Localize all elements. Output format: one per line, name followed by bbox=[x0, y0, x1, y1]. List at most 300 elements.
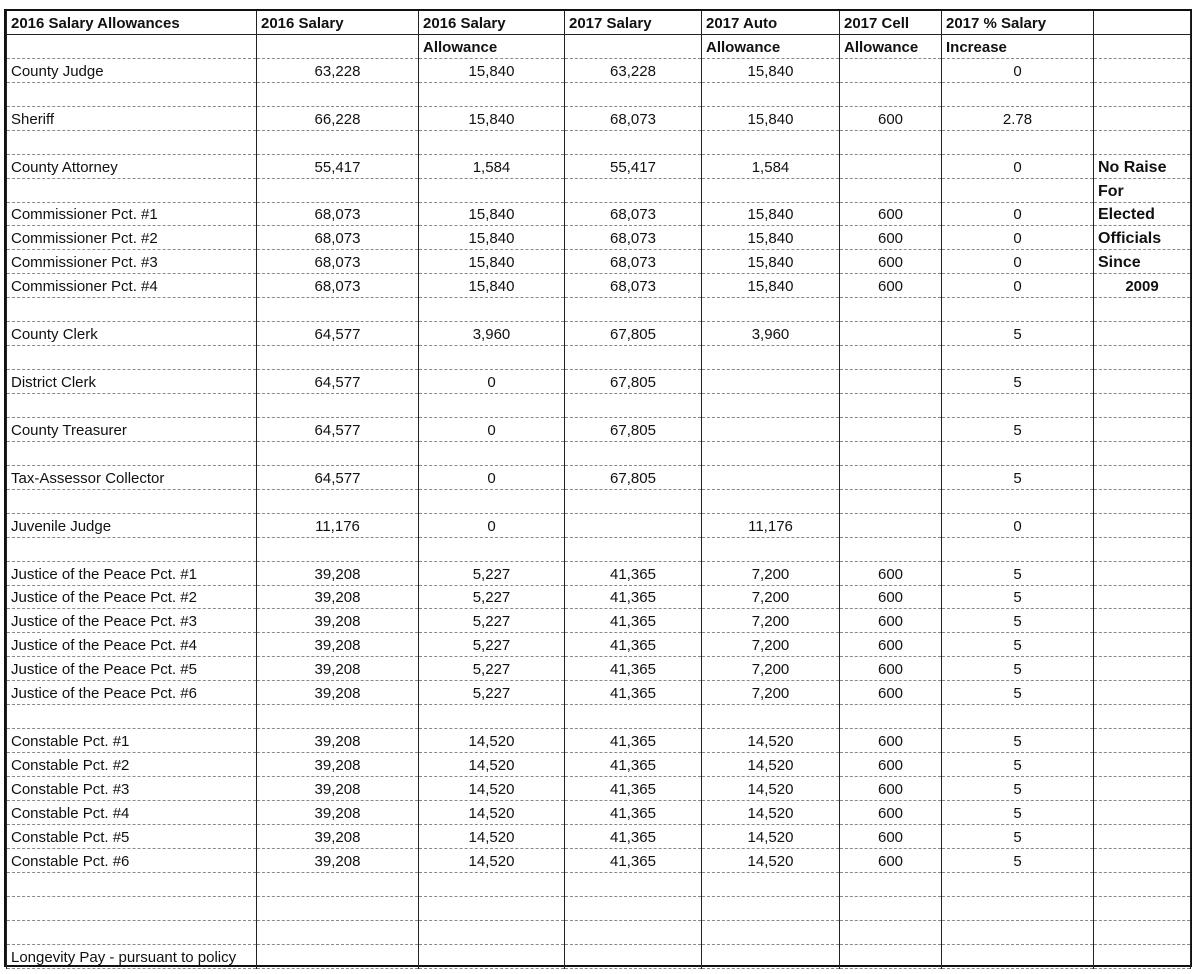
cell-allowance-2017-cell bbox=[840, 920, 942, 944]
salary-increase-cell: 5 bbox=[942, 729, 1094, 753]
cell-allowance-2017-cell: 600 bbox=[840, 274, 942, 298]
salary-increase-cell: 0 bbox=[942, 250, 1094, 274]
header-cell: 2017 Salary bbox=[565, 11, 702, 34]
salary-2017-cell bbox=[565, 346, 702, 370]
auto-allowance-2017-cell: 15,840 bbox=[702, 106, 840, 130]
position-cell: Justice of the Peace Pct. #3 bbox=[7, 609, 257, 633]
header-cell bbox=[1094, 34, 1191, 58]
auto-allowance-2017-cell: 15,840 bbox=[702, 250, 840, 274]
blank-row bbox=[7, 130, 1191, 154]
header-cell bbox=[565, 34, 702, 58]
position-cell: Justice of the Peace Pct. #1 bbox=[7, 561, 257, 585]
cell-allowance-2017-cell bbox=[840, 944, 942, 968]
allowance-2016-cell: 14,520 bbox=[419, 777, 565, 801]
table-row bbox=[7, 800, 1191, 824]
allowance-2016-cell bbox=[419, 944, 565, 968]
note-cell: No Raise bbox=[1094, 154, 1191, 178]
auto-allowance-2017-cell bbox=[702, 441, 840, 465]
cell-allowance-2017-cell bbox=[840, 465, 942, 489]
note-cell bbox=[1094, 322, 1191, 346]
position-cell bbox=[7, 346, 257, 370]
salary-increase-cell bbox=[942, 178, 1094, 202]
salary-2017-cell: 68,073 bbox=[565, 250, 702, 274]
salary-2016-cell: 68,073 bbox=[257, 202, 419, 226]
salary-increase-cell bbox=[942, 944, 1094, 968]
salary-2016-cell bbox=[257, 896, 419, 920]
blank-row bbox=[7, 394, 1191, 418]
auto-allowance-2017-cell bbox=[702, 130, 840, 154]
position-cell: Commissioner Pct. #1 bbox=[7, 202, 257, 226]
table-row bbox=[7, 154, 1191, 178]
auto-allowance-2017-cell: 7,200 bbox=[702, 561, 840, 585]
auto-allowance-2017-cell: 14,520 bbox=[702, 753, 840, 777]
auto-allowance-2017-cell bbox=[702, 896, 840, 920]
salary-increase-cell: 0 bbox=[942, 202, 1094, 226]
salary-2016-cell: 39,208 bbox=[257, 609, 419, 633]
salary-increase-cell: 0 bbox=[942, 274, 1094, 298]
blank-row bbox=[7, 489, 1191, 513]
allowance-2016-cell bbox=[419, 441, 565, 465]
position-cell: Justice of the Peace Pct. #6 bbox=[7, 681, 257, 705]
allowance-2016-cell: 3,960 bbox=[419, 322, 565, 346]
position-cell: Justice of the Peace Pct. #4 bbox=[7, 633, 257, 657]
salary-2017-cell: 67,805 bbox=[565, 322, 702, 346]
position-cell bbox=[7, 537, 257, 561]
allowance-2016-cell bbox=[419, 872, 565, 896]
allowance-2016-cell: 0 bbox=[419, 465, 565, 489]
auto-allowance-2017-cell bbox=[702, 920, 840, 944]
salary-increase-cell: 5 bbox=[942, 417, 1094, 441]
position-cell bbox=[7, 920, 257, 944]
table-row bbox=[7, 417, 1191, 441]
salary-increase-cell bbox=[942, 82, 1094, 106]
position-cell: Commissioner Pct. #2 bbox=[7, 226, 257, 250]
blank-row bbox=[7, 872, 1191, 896]
blank-row bbox=[7, 537, 1191, 561]
table-row bbox=[7, 58, 1191, 82]
salary-2017-cell: 68,073 bbox=[565, 226, 702, 250]
allowance-2016-cell: 15,840 bbox=[419, 226, 565, 250]
note-cell bbox=[1094, 633, 1191, 657]
cell-allowance-2017-cell: 600 bbox=[840, 777, 942, 801]
salary-increase-cell: 5 bbox=[942, 465, 1094, 489]
auto-allowance-2017-cell: 7,200 bbox=[702, 633, 840, 657]
salary-2017-cell: 68,073 bbox=[565, 106, 702, 130]
cell-allowance-2017-cell bbox=[840, 178, 942, 202]
note-cell bbox=[1094, 824, 1191, 848]
salary-2016-cell: 39,208 bbox=[257, 681, 419, 705]
salary-2016-cell: 39,208 bbox=[257, 729, 419, 753]
table-body bbox=[7, 11, 1191, 968]
auto-allowance-2017-cell: 1,584 bbox=[702, 154, 840, 178]
table-row bbox=[7, 609, 1191, 633]
salary-increase-cell: 5 bbox=[942, 681, 1094, 705]
salary-increase-cell: 5 bbox=[942, 370, 1094, 394]
salary-2017-cell: 41,365 bbox=[565, 585, 702, 609]
salary-2017-cell bbox=[565, 298, 702, 322]
cell-allowance-2017-cell: 600 bbox=[840, 609, 942, 633]
auto-allowance-2017-cell bbox=[702, 489, 840, 513]
cell-allowance-2017-cell bbox=[840, 58, 942, 82]
salary-2017-cell bbox=[565, 944, 702, 968]
salary-sheet bbox=[4, 9, 1192, 967]
salary-2016-cell: 39,208 bbox=[257, 657, 419, 681]
salary-increase-cell bbox=[942, 346, 1094, 370]
salary-2016-cell: 39,208 bbox=[257, 585, 419, 609]
salary-2017-cell: 41,365 bbox=[565, 657, 702, 681]
note-cell bbox=[1094, 896, 1191, 920]
note-cell bbox=[1094, 777, 1191, 801]
allowance-2016-cell bbox=[419, 920, 565, 944]
salary-2016-cell bbox=[257, 298, 419, 322]
salary-2017-cell bbox=[565, 513, 702, 537]
cell-allowance-2017-cell: 600 bbox=[840, 848, 942, 872]
salary-2016-cell: 63,228 bbox=[257, 58, 419, 82]
salary-2016-cell: 64,577 bbox=[257, 465, 419, 489]
blank-row bbox=[7, 178, 1191, 202]
cell-allowance-2017-cell: 600 bbox=[840, 657, 942, 681]
allowance-2016-cell: 5,227 bbox=[419, 681, 565, 705]
salary-2017-cell bbox=[565, 82, 702, 106]
salary-increase-cell bbox=[942, 130, 1094, 154]
salary-2017-cell: 41,365 bbox=[565, 800, 702, 824]
header-cell: Allowance bbox=[840, 34, 942, 58]
position-cell: Justice of the Peace Pct. #2 bbox=[7, 585, 257, 609]
allowance-2016-cell bbox=[419, 489, 565, 513]
auto-allowance-2017-cell bbox=[702, 82, 840, 106]
note-cell bbox=[1094, 370, 1191, 394]
blank-row bbox=[7, 705, 1191, 729]
cell-allowance-2017-cell: 600 bbox=[840, 753, 942, 777]
salary-2017-cell: 67,805 bbox=[565, 465, 702, 489]
allowance-2016-cell: 0 bbox=[419, 513, 565, 537]
note-cell: Officials bbox=[1094, 226, 1191, 250]
note-cell bbox=[1094, 82, 1191, 106]
blank-row bbox=[7, 298, 1191, 322]
salary-increase-cell: 5 bbox=[942, 753, 1094, 777]
table-row bbox=[7, 729, 1191, 753]
allowance-2016-cell: 5,227 bbox=[419, 561, 565, 585]
position-cell bbox=[7, 872, 257, 896]
salary-2017-cell: 41,365 bbox=[565, 848, 702, 872]
cell-allowance-2017-cell: 600 bbox=[840, 585, 942, 609]
note-cell bbox=[1094, 944, 1191, 968]
position-cell bbox=[7, 298, 257, 322]
note-cell bbox=[1094, 298, 1191, 322]
position-cell: District Clerk bbox=[7, 370, 257, 394]
note-cell bbox=[1094, 872, 1191, 896]
note-cell bbox=[1094, 848, 1191, 872]
header-cell: 2016 Salary Allowances bbox=[7, 11, 257, 34]
auto-allowance-2017-cell bbox=[702, 370, 840, 394]
cell-allowance-2017-cell: 600 bbox=[840, 729, 942, 753]
salary-increase-cell bbox=[942, 394, 1094, 418]
cell-allowance-2017-cell bbox=[840, 346, 942, 370]
position-cell: Constable Pct. #2 bbox=[7, 753, 257, 777]
cell-allowance-2017-cell bbox=[840, 705, 942, 729]
auto-allowance-2017-cell: 15,840 bbox=[702, 226, 840, 250]
table-row bbox=[7, 106, 1191, 130]
allowance-2016-cell: 15,840 bbox=[419, 202, 565, 226]
salary-2016-cell: 68,073 bbox=[257, 226, 419, 250]
table-row bbox=[7, 848, 1191, 872]
position-cell bbox=[7, 394, 257, 418]
header-cell: Increase bbox=[942, 34, 1094, 58]
salary-2016-cell bbox=[257, 944, 419, 968]
salary-2017-cell bbox=[565, 537, 702, 561]
salary-2016-cell: 64,577 bbox=[257, 417, 419, 441]
allowance-2016-cell bbox=[419, 178, 565, 202]
allowance-2016-cell: 14,520 bbox=[419, 753, 565, 777]
auto-allowance-2017-cell: 7,200 bbox=[702, 585, 840, 609]
header-cell: 2016 Salary bbox=[257, 11, 419, 34]
allowance-2016-cell bbox=[419, 705, 565, 729]
position-cell: Constable Pct. #3 bbox=[7, 777, 257, 801]
salary-2017-cell bbox=[565, 178, 702, 202]
table-row bbox=[7, 370, 1191, 394]
salary-2017-cell: 67,805 bbox=[565, 417, 702, 441]
salary-2017-cell: 41,365 bbox=[565, 753, 702, 777]
cell-allowance-2017-cell bbox=[840, 298, 942, 322]
auto-allowance-2017-cell bbox=[702, 417, 840, 441]
salary-increase-cell: 2.78 bbox=[942, 106, 1094, 130]
salary-2017-cell: 63,228 bbox=[565, 58, 702, 82]
allowance-2016-cell: 5,227 bbox=[419, 633, 565, 657]
salary-increase-cell bbox=[942, 705, 1094, 729]
salary-increase-cell bbox=[942, 537, 1094, 561]
allowance-2016-cell: 0 bbox=[419, 370, 565, 394]
position-cell: Constable Pct. #4 bbox=[7, 800, 257, 824]
position-cell: Sheriff bbox=[7, 106, 257, 130]
note-cell: Since bbox=[1094, 250, 1191, 274]
salary-2016-cell bbox=[257, 178, 419, 202]
auto-allowance-2017-cell bbox=[702, 298, 840, 322]
header-cell: 2017 % Salary bbox=[942, 11, 1094, 34]
auto-allowance-2017-cell: 14,520 bbox=[702, 824, 840, 848]
table-row bbox=[7, 561, 1191, 585]
salary-increase-cell bbox=[942, 298, 1094, 322]
salary-2016-cell: 39,208 bbox=[257, 753, 419, 777]
note-cell bbox=[1094, 681, 1191, 705]
table-row bbox=[7, 465, 1191, 489]
salary-2016-cell bbox=[257, 394, 419, 418]
allowance-2016-cell: 15,840 bbox=[419, 58, 565, 82]
auto-allowance-2017-cell bbox=[702, 872, 840, 896]
auto-allowance-2017-cell: 7,200 bbox=[702, 609, 840, 633]
salary-2016-cell bbox=[257, 920, 419, 944]
allowance-2016-cell: 0 bbox=[419, 417, 565, 441]
salary-2016-cell bbox=[257, 130, 419, 154]
salary-increase-cell bbox=[942, 920, 1094, 944]
salary-increase-cell: 5 bbox=[942, 848, 1094, 872]
header-cell: 2016 Salary bbox=[419, 11, 565, 34]
salary-2016-cell bbox=[257, 441, 419, 465]
position-cell bbox=[7, 705, 257, 729]
salary-increase-cell bbox=[942, 896, 1094, 920]
salary-2017-cell: 41,365 bbox=[565, 561, 702, 585]
allowance-2016-cell: 14,520 bbox=[419, 800, 565, 824]
salary-2016-cell bbox=[257, 489, 419, 513]
salary-2016-cell: 39,208 bbox=[257, 633, 419, 657]
allowance-2016-cell: 14,520 bbox=[419, 729, 565, 753]
cell-allowance-2017-cell: 600 bbox=[840, 800, 942, 824]
salary-increase-cell bbox=[942, 489, 1094, 513]
salary-2016-cell: 39,208 bbox=[257, 848, 419, 872]
salary-2017-cell: 55,417 bbox=[565, 154, 702, 178]
table-row bbox=[7, 322, 1191, 346]
header-cell: 2017 Auto bbox=[702, 11, 840, 34]
position-cell bbox=[7, 441, 257, 465]
note-cell bbox=[1094, 800, 1191, 824]
auto-allowance-2017-cell bbox=[702, 705, 840, 729]
cell-allowance-2017-cell bbox=[840, 394, 942, 418]
position-cell: Constable Pct. #1 bbox=[7, 729, 257, 753]
position-cell bbox=[7, 896, 257, 920]
salary-2016-cell: 55,417 bbox=[257, 154, 419, 178]
salary-2016-cell: 68,073 bbox=[257, 274, 419, 298]
allowance-2016-cell bbox=[419, 82, 565, 106]
salary-increase-cell: 5 bbox=[942, 609, 1094, 633]
salary-2016-cell: 64,577 bbox=[257, 370, 419, 394]
salary-2016-cell: 11,176 bbox=[257, 513, 419, 537]
salary-2017-cell bbox=[565, 130, 702, 154]
salary-increase-cell: 5 bbox=[942, 322, 1094, 346]
salary-2017-cell: 41,365 bbox=[565, 681, 702, 705]
auto-allowance-2017-cell bbox=[702, 465, 840, 489]
auto-allowance-2017-cell: 15,840 bbox=[702, 274, 840, 298]
allowance-2016-cell: 14,520 bbox=[419, 824, 565, 848]
note-cell bbox=[1094, 537, 1191, 561]
allowance-2016-cell bbox=[419, 394, 565, 418]
cell-allowance-2017-cell: 600 bbox=[840, 202, 942, 226]
note-cell bbox=[1094, 465, 1191, 489]
cell-allowance-2017-cell bbox=[840, 154, 942, 178]
salary-increase-cell bbox=[942, 872, 1094, 896]
header-cell bbox=[257, 34, 419, 58]
table-row bbox=[7, 633, 1191, 657]
auto-allowance-2017-cell bbox=[702, 944, 840, 968]
salary-2017-cell: 41,365 bbox=[565, 824, 702, 848]
salary-2016-cell bbox=[257, 872, 419, 896]
blank-row bbox=[7, 346, 1191, 370]
note-cell bbox=[1094, 394, 1191, 418]
cell-allowance-2017-cell bbox=[840, 537, 942, 561]
position-cell: Juvenile Judge bbox=[7, 513, 257, 537]
table-row bbox=[7, 585, 1191, 609]
position-cell: Longevity Pay - pursuant to policy bbox=[7, 944, 257, 968]
salary-increase-cell: 5 bbox=[942, 800, 1094, 824]
blank-row bbox=[7, 441, 1191, 465]
table-row bbox=[7, 513, 1191, 537]
salary-2016-cell bbox=[257, 346, 419, 370]
header-cell: Allowance bbox=[419, 34, 565, 58]
note-cell bbox=[1094, 106, 1191, 130]
table-row bbox=[7, 657, 1191, 681]
auto-allowance-2017-cell bbox=[702, 346, 840, 370]
allowance-2016-cell bbox=[419, 298, 565, 322]
table-row bbox=[7, 681, 1191, 705]
header-cell: Allowance bbox=[702, 34, 840, 58]
auto-allowance-2017-cell: 15,840 bbox=[702, 58, 840, 82]
allowance-2016-cell bbox=[419, 130, 565, 154]
salary-increase-cell: 0 bbox=[942, 154, 1094, 178]
note-cell: For bbox=[1094, 178, 1191, 202]
auto-allowance-2017-cell: 3,960 bbox=[702, 322, 840, 346]
auto-allowance-2017-cell: 11,176 bbox=[702, 513, 840, 537]
cell-allowance-2017-cell: 600 bbox=[840, 561, 942, 585]
salary-2017-cell: 41,365 bbox=[565, 729, 702, 753]
blank-row bbox=[7, 920, 1191, 944]
auto-allowance-2017-cell: 14,520 bbox=[702, 729, 840, 753]
salary-increase-cell: 5 bbox=[942, 561, 1094, 585]
table-row bbox=[7, 944, 1191, 968]
allowance-2016-cell: 15,840 bbox=[419, 106, 565, 130]
allowance-2016-cell: 5,227 bbox=[419, 585, 565, 609]
position-cell: County Treasurer bbox=[7, 417, 257, 441]
cell-allowance-2017-cell bbox=[840, 441, 942, 465]
table-row bbox=[7, 226, 1191, 250]
allowance-2016-cell: 15,840 bbox=[419, 274, 565, 298]
salary-increase-cell: 5 bbox=[942, 585, 1094, 609]
auto-allowance-2017-cell bbox=[702, 537, 840, 561]
salary-2017-cell: 68,073 bbox=[565, 274, 702, 298]
salary-increase-cell: 5 bbox=[942, 633, 1094, 657]
note-cell bbox=[1094, 753, 1191, 777]
auto-allowance-2017-cell: 14,520 bbox=[702, 848, 840, 872]
position-cell: County Judge bbox=[7, 58, 257, 82]
salary-increase-cell: 0 bbox=[942, 58, 1094, 82]
salary-table bbox=[6, 11, 1191, 969]
note-cell bbox=[1094, 417, 1191, 441]
salary-2016-cell: 64,577 bbox=[257, 322, 419, 346]
auto-allowance-2017-cell: 15,840 bbox=[702, 202, 840, 226]
auto-allowance-2017-cell: 14,520 bbox=[702, 800, 840, 824]
note-cell: 2009 bbox=[1094, 274, 1191, 298]
position-cell: Constable Pct. #5 bbox=[7, 824, 257, 848]
auto-allowance-2017-cell: 7,200 bbox=[702, 681, 840, 705]
salary-increase-cell: 0 bbox=[942, 226, 1094, 250]
position-cell bbox=[7, 178, 257, 202]
cell-allowance-2017-cell: 600 bbox=[840, 226, 942, 250]
note-cell bbox=[1094, 346, 1191, 370]
salary-increase-cell: 0 bbox=[942, 513, 1094, 537]
auto-allowance-2017-cell bbox=[702, 178, 840, 202]
note-cell bbox=[1094, 489, 1191, 513]
salary-2017-cell: 68,073 bbox=[565, 202, 702, 226]
allowance-2016-cell: 5,227 bbox=[419, 657, 565, 681]
auto-allowance-2017-cell: 7,200 bbox=[702, 657, 840, 681]
allowance-2016-cell bbox=[419, 346, 565, 370]
salary-increase-cell: 5 bbox=[942, 657, 1094, 681]
position-cell: Justice of the Peace Pct. #5 bbox=[7, 657, 257, 681]
table-row bbox=[7, 274, 1191, 298]
salary-2017-cell bbox=[565, 920, 702, 944]
salary-increase-cell: 5 bbox=[942, 824, 1094, 848]
auto-allowance-2017-cell bbox=[702, 394, 840, 418]
header-cell bbox=[1094, 11, 1191, 34]
salary-2017-cell: 67,805 bbox=[565, 370, 702, 394]
header-row-2 bbox=[7, 34, 1191, 58]
table-row bbox=[7, 250, 1191, 274]
blank-row bbox=[7, 82, 1191, 106]
header-cell: 2017 Cell bbox=[840, 11, 942, 34]
position-cell: Tax-Assessor Collector bbox=[7, 465, 257, 489]
cell-allowance-2017-cell: 600 bbox=[840, 824, 942, 848]
salary-increase-cell bbox=[942, 441, 1094, 465]
header-cell bbox=[7, 34, 257, 58]
cell-allowance-2017-cell: 600 bbox=[840, 250, 942, 274]
note-cell bbox=[1094, 609, 1191, 633]
